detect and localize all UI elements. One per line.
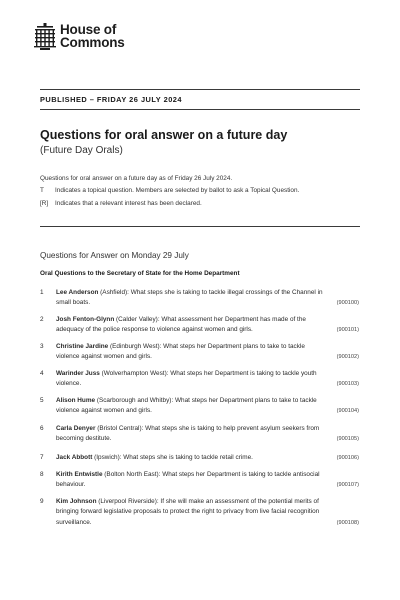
logo-line-2: Commons xyxy=(60,35,125,50)
question-item xyxy=(40,342,360,363)
member-name: Lee Anderson xyxy=(56,289,99,296)
page-title: Questions for oral answer on a future day xyxy=(40,128,288,142)
intro-text: Questions for oral answer on a future day as of Friday 26 July 2024. xyxy=(40,175,233,182)
logo-text xyxy=(60,23,125,49)
divider xyxy=(40,89,360,90)
question-number: 4 xyxy=(40,370,44,377)
constituency: (Liverpool Riverside) xyxy=(98,498,157,505)
legend-topical xyxy=(40,187,299,194)
question-item xyxy=(40,369,360,390)
question-item xyxy=(40,396,360,417)
divider xyxy=(40,109,360,110)
question-item xyxy=(40,288,360,309)
question-text: : What steps her Department is taking to tackle youth violence. xyxy=(56,370,317,388)
legend-symbol: T xyxy=(40,187,44,194)
question-text: : What steps she is taking to tackle illegal crossings of the Channel in small boats. xyxy=(56,289,323,307)
legend-relevant-interest xyxy=(40,200,202,207)
legend-text: Indicates a topical question. Members are selected by ballot to ask a Topical Question. xyxy=(55,187,300,194)
question-number: 8 xyxy=(40,471,44,478)
question-item xyxy=(40,453,360,463)
constituency: (Bolton North East) xyxy=(104,471,159,478)
member-name: Josh Fenton-Glynn xyxy=(56,316,115,323)
published-date: PUBLISHED – FRIDAY 26 JULY 2024 xyxy=(40,95,183,104)
member-name: Kirith Entwistle xyxy=(56,471,103,478)
divider xyxy=(40,226,360,227)
member-name: Warinder Juss xyxy=(56,370,100,377)
question-reference: (900101) xyxy=(336,327,359,334)
member-name: Kim Johnson xyxy=(56,498,97,505)
legend-symbol: [R] xyxy=(40,200,49,207)
house-of-commons-logo xyxy=(34,23,125,50)
question-reference: (900102) xyxy=(336,354,359,361)
question-reference: (900106) xyxy=(336,455,359,461)
member-name: Jack Abbott xyxy=(56,454,93,461)
question-text: : What steps her Department plans to take to tackle violence against women and girls. xyxy=(56,343,305,361)
member-name: Alison Hume xyxy=(56,397,96,404)
question-item xyxy=(40,470,360,491)
logo-line-1: House of xyxy=(60,22,117,37)
question-text: : What steps her Department is taking to tackle antisocial behaviour. xyxy=(56,471,320,489)
question-number: 6 xyxy=(40,425,44,432)
question-number: 9 xyxy=(40,498,44,505)
day-heading: Questions for Answer on Monday 29 July xyxy=(40,251,189,260)
question-text: : What steps her Department plans to take to tackle violence against women and girls. xyxy=(56,397,317,415)
question-text: : What steps she is taking to help prevent asylum seekers from becoming destitute. xyxy=(56,425,320,443)
question-text: : What assessment her Department has made of the adequacy of the police response to violence against women and girls. xyxy=(56,316,306,334)
question-reference: (900108) xyxy=(336,519,359,526)
portcullis-icon xyxy=(34,23,56,50)
question-reference: (900104) xyxy=(336,408,359,415)
constituency: (Ipswich) xyxy=(94,454,120,461)
constituency: (Bristol Central) xyxy=(97,425,142,432)
constituency: (Ashfield) xyxy=(100,289,128,296)
member-name: Carla Denyer xyxy=(56,425,96,432)
section-heading: Oral Questions to the Secretary of State for the Home Department xyxy=(40,270,240,277)
page-subtitle: (Future Day Orals) xyxy=(40,145,123,156)
question-number: 7 xyxy=(40,454,44,461)
question-reference: (900103) xyxy=(336,381,359,388)
question-reference: (900107) xyxy=(336,482,359,489)
member-name: Christine Jardine xyxy=(56,343,109,350)
question-number: 2 xyxy=(40,316,44,323)
question-reference: (900105) xyxy=(336,436,359,443)
question-item xyxy=(40,497,360,528)
question-number: 3 xyxy=(40,343,44,350)
constituency: (Calder Valley) xyxy=(116,316,158,323)
constituency: (Scarborough and Whitby) xyxy=(96,397,172,404)
question-text: : If she will make an assessment of the potential merits of bringing forward legislative proposals to protect the right to privacy from live facial recognition surveillance. xyxy=(56,498,320,526)
question-number: 1 xyxy=(40,289,44,296)
question-item xyxy=(40,315,360,336)
constituency: (Wolverhampton West) xyxy=(101,370,167,377)
question-item xyxy=(40,424,360,445)
question-text: : What steps she is taking to tackle retail crime. xyxy=(119,454,253,461)
question-reference: (900100) xyxy=(336,300,359,307)
legend-text: Indicates that a relevant interest has been declared. xyxy=(55,200,202,207)
constituency: (Edinburgh West) xyxy=(110,343,160,350)
question-number: 5 xyxy=(40,397,44,404)
